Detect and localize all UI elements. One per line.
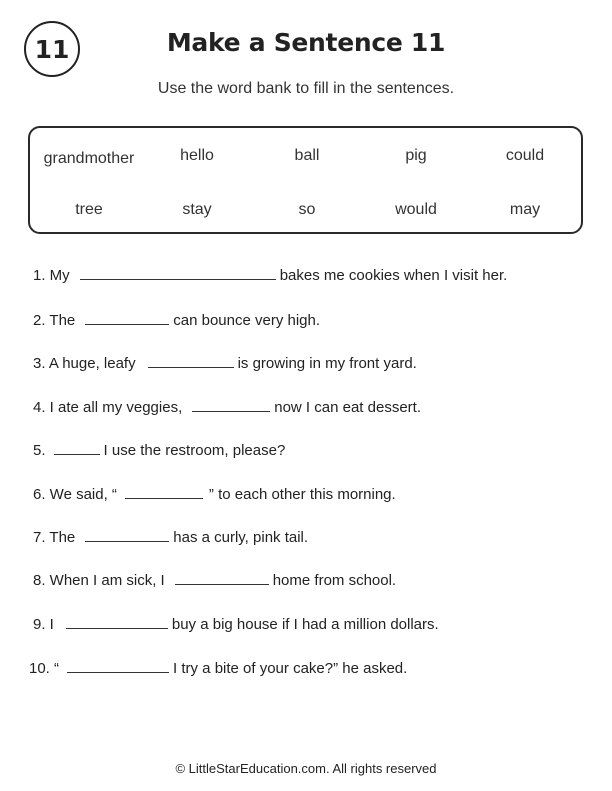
question-text-after: is growing in my front yard. <box>237 355 417 372</box>
question-text-before: 5. <box>33 442 46 459</box>
answer-blank[interactable] <box>80 265 276 280</box>
word-bank-word: grandmother <box>43 150 135 167</box>
question-6 <box>33 484 396 504</box>
word-bank-word: so <box>298 201 316 218</box>
question-text-before: 6. We said, “ <box>33 486 117 503</box>
word-bank-word: may <box>509 201 541 218</box>
question-text-after: I use the restroom, please? <box>103 442 286 459</box>
answer-blank[interactable] <box>148 353 234 368</box>
question-text-before: 3. A huge, leafy <box>33 355 136 372</box>
word-bank-row <box>30 201 581 221</box>
word-bank-word: pig <box>405 147 427 164</box>
answer-blank[interactable] <box>67 658 169 673</box>
answer-blank[interactable] <box>175 570 269 585</box>
question-text-before: 10. “ <box>29 660 60 677</box>
question-text-before: 9. I <box>33 616 54 633</box>
question-text-after: has a curly, pink tail. <box>173 529 309 546</box>
word-bank-word: would <box>395 201 437 218</box>
word-bank <box>28 126 583 234</box>
question-5 <box>33 440 285 460</box>
answer-blank[interactable] <box>66 614 168 629</box>
answer-blank[interactable] <box>192 397 270 412</box>
question-9 <box>33 614 439 634</box>
word-bank-word: stay <box>182 201 212 218</box>
question-text-after: can bounce very high. <box>173 312 321 329</box>
question-text-before: 8. When I am sick, I <box>33 572 165 589</box>
question-text-after: ” to each other this morning. <box>208 486 396 503</box>
question-10 <box>29 658 407 678</box>
number-badge: 11 <box>24 21 80 77</box>
word-bank-word: ball <box>294 147 320 164</box>
question-text-after: buy a big house if I had a million dollars. <box>171 616 439 633</box>
question-3 <box>33 353 417 373</box>
word-bank-word: hello <box>180 147 214 164</box>
question-2 <box>33 310 320 330</box>
copyright-footer: © LittleStarEducation.com. All rights reserved <box>175 761 437 776</box>
question-text-after: bakes me cookies when I visit her. <box>279 267 508 284</box>
question-8 <box>33 570 396 590</box>
answer-blank[interactable] <box>85 310 169 325</box>
word-bank-row <box>30 147 581 167</box>
answer-blank[interactable] <box>125 484 203 499</box>
question-text-after: home from school. <box>272 572 397 589</box>
page-title: Make a Sentence 11 <box>166 28 446 57</box>
word-bank-word: could <box>505 147 545 164</box>
question-text-after: I try a bite of your cake?” he asked. <box>173 660 408 677</box>
answer-blank[interactable] <box>85 527 169 542</box>
question-1 <box>33 265 507 285</box>
question-text-after: now I can eat dessert. <box>274 399 421 416</box>
question-4 <box>33 397 421 417</box>
answer-blank[interactable] <box>54 440 100 455</box>
question-text-before: 1. My <box>33 267 70 284</box>
word-bank-word: tree <box>75 201 103 218</box>
question-text-before: 7. The <box>33 529 76 546</box>
question-text-before: 4. I ate all my veggies, <box>33 399 183 416</box>
instructions: Use the word bank to fill in the sentences. <box>157 80 455 97</box>
question-text-before: 2. The <box>33 312 76 329</box>
question-7 <box>33 527 308 547</box>
